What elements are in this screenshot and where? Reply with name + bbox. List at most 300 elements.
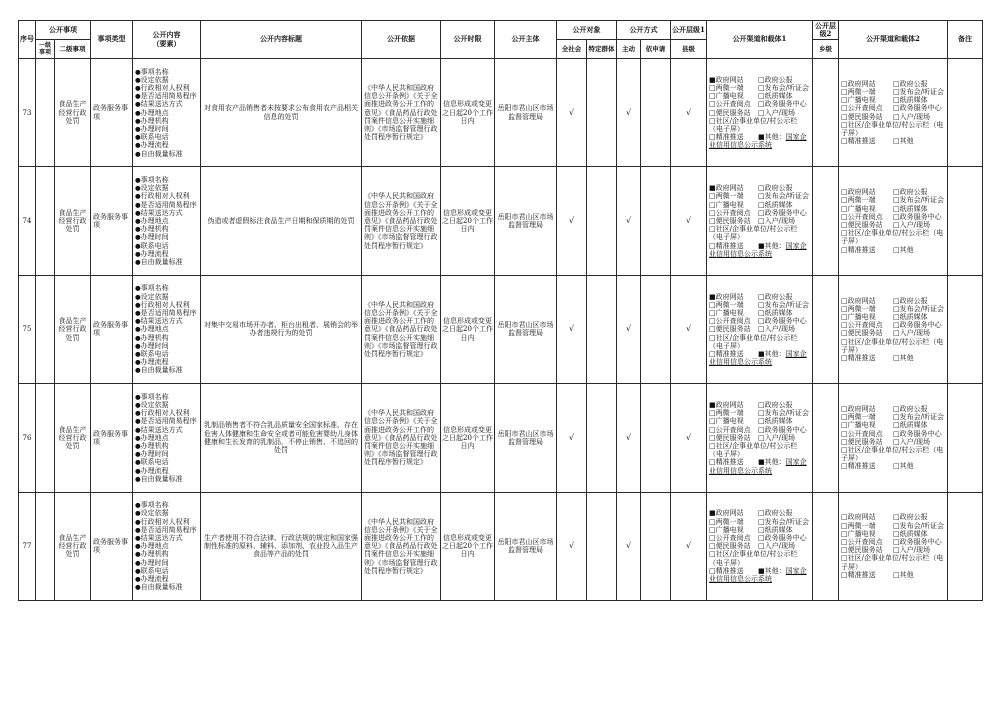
element-label: 办理地点 [140,108,169,117]
on-request-cell [641,384,671,492]
channel-line [709,526,810,534]
channel-label: 其他 [899,570,914,579]
all-society-cell [557,492,587,600]
element-label: 联系电话 [140,133,169,142]
checkbox-unchecked-icon: □ [841,546,848,555]
checkbox-unchecked-icon: □ [758,533,765,542]
channel-label: 两微一端 [847,304,876,313]
element-item [135,201,198,209]
element-label: 结果送达方式 [140,425,183,434]
channel-item [709,550,797,566]
channel-label: 发布会/听证会 [899,413,944,422]
channel-line [841,530,945,538]
checkbox-unchecked-icon: □ [841,554,848,563]
checkbox-unchecked-icon: □ [841,321,848,330]
specific-group-cell [587,384,617,492]
basis-cell: 《中华人民共和国政府信息公开条例》《关于全面推进政务公开工作的意见》《食品药品行政处罚案件信息公开实施细则》《市场监督管理行政处罚程序暂行规定》 [362,492,441,600]
channel-label: 纸质媒体 [764,200,793,209]
channel-item [709,401,758,409]
checkbox-unchecked-icon: □ [893,546,900,555]
element-item [135,393,198,401]
basis-cell: 《中华人民共和国政府信息公开条例》《关于全面推进政务公开工作的意见》《食品药品行政处罚案件信息公开实施细则》《市场监督管理行政处罚程序暂行规定》 [362,59,441,167]
channel-line [709,458,810,474]
channel-line [841,121,945,137]
channel-label: 精准推送 [847,570,876,579]
county-cell [671,492,707,600]
checkbox-unchecked-icon: □ [758,92,765,101]
channel-label: 两微一端 [715,409,744,418]
channel-item [709,526,758,534]
element-item [135,442,198,450]
channel-label: 公开查阅点 [847,429,883,438]
channel-label: 政府网站 [715,400,744,409]
checkbox-unchecked-icon: □ [709,133,716,142]
checkbox-unchecked-icon: □ [758,542,765,551]
checkbox-unchecked-icon: □ [709,409,716,418]
channel-item [893,438,930,446]
header-basis: 公开依据 [362,21,441,59]
bullet-icon: ● [135,341,141,350]
element-label: 自由裁量标准 [140,583,183,592]
header-channels-1: 公开渠道和载体1 [707,21,813,59]
channel-label: 入户/现场 [764,216,795,225]
bullet-icon: ● [135,249,141,258]
channel-label: 社区/企事业单位/村公示栏（电子屏） [709,550,798,567]
channel-line [709,350,810,366]
checkbox-unchecked-icon: □ [893,437,900,446]
header-level-group-2: 公开层级2 [813,21,839,40]
bullet-icon: ● [135,517,141,526]
channel-line [709,301,810,309]
element-label: 联系电话 [140,241,169,250]
element-label: 办理地点 [140,325,169,334]
channel-item [841,462,893,470]
channel-label: 入户/现场 [764,325,795,334]
channel-label: 发布会/听证会 [764,300,809,309]
level2-cell: 食品生产经营行政处罚 [55,59,91,167]
channel-item [758,542,795,550]
checkbox-unchecked-icon: □ [893,137,900,146]
checkbox-unchecked-icon: □ [758,75,765,84]
element-label: 事项名称 [140,284,169,293]
bullet-icon: ● [135,116,141,125]
channel-line [841,80,945,88]
checkbox-unchecked-icon: □ [893,513,900,522]
specific-group-cell [587,59,617,167]
bullet-icon: ● [135,558,141,567]
header-method-group: 公开方式 [617,21,671,40]
element-item [135,426,198,434]
channel-label: 两微一端 [715,517,744,526]
checkbox-unchecked-icon: □ [841,245,848,254]
channel-label: 便民服务站 [847,329,883,338]
active-cell [617,384,641,492]
checkbox-unchecked-icon: □ [758,517,765,526]
channel-label: 政务服务中心 [899,212,942,221]
channel-line [709,192,810,200]
channel-label: 入户/现场 [899,112,930,121]
channel-item [709,109,758,117]
content-title-cell: 生产者使用不符合法律、行政法规的规定和国家强制性标准的原料、辅料、添加剂、农业投入品生产食品等产品的处罚 [201,492,362,600]
header-on-request: 依申请 [641,40,671,59]
bullet-icon: ● [135,284,141,293]
specific-group-cell [587,167,617,275]
element-label: 自由裁量标准 [140,149,183,158]
channels2-cell [839,167,948,275]
table-body [19,59,983,601]
channel-line [841,462,945,470]
checkbox-checked-icon: ■ [758,241,765,250]
checkbox-unchecked-icon: □ [893,88,900,97]
checkbox-unchecked-icon: □ [893,538,900,547]
checkbox-unchecked-icon: □ [841,462,848,471]
channel-label: 便民服务站 [847,546,883,555]
time-limit-cell: 信息形成或变更之日起20个工作日内 [441,59,495,167]
channel-label: 精准推送 [847,245,876,254]
all-society-cell [557,275,587,383]
channel-item [758,192,809,200]
element-item [135,100,198,108]
checkbox-unchecked-icon: □ [893,96,900,105]
channel-item [841,196,893,204]
subject-cell: 岳阳市君山区市场监督管理局 [495,275,557,383]
check-mark-icon: √ [685,215,692,225]
checkbox-unchecked-icon: □ [893,188,900,197]
content-elements-cell [133,275,201,383]
bullet-icon: ● [135,67,141,76]
element-item [135,84,198,92]
channel-label: 政府公报 [764,75,793,84]
element-item [135,293,198,301]
element-label: 办理机构 [140,225,169,234]
element-item [135,550,198,558]
channel-label: 纸质媒体 [764,308,793,317]
channel-label: 政府公报 [899,188,928,197]
checkbox-unchecked-icon: □ [758,100,765,109]
channel-label: 便民服务站 [847,221,883,230]
item-type-cell: 政务服务事项 [91,59,133,167]
channel-item [758,209,807,217]
checkbox-unchecked-icon: □ [841,421,848,430]
checkbox-unchecked-icon: □ [893,421,900,430]
channel-item [841,438,893,446]
checkbox-unchecked-icon: □ [893,212,900,221]
bullet-icon: ● [135,392,141,401]
checkbox-unchecked-icon: □ [841,120,848,129]
channel-item [893,137,914,145]
checkbox-unchecked-icon: □ [758,300,765,309]
element-item [135,583,198,591]
header-active: 主动 [617,40,641,59]
on-request-cell [641,492,671,600]
bullet-icon: ● [135,501,141,510]
check-mark-icon: √ [568,432,575,442]
checkbox-unchecked-icon: □ [758,108,765,117]
element-item [135,366,198,374]
channel-line [841,338,945,354]
channels1-cell [707,59,813,167]
element-label: 办理流程 [140,574,169,583]
checkbox-unchecked-icon: □ [841,188,848,197]
checkbox-unchecked-icon: □ [758,317,765,326]
specific-group-cell [587,275,617,383]
bullet-icon: ● [135,75,141,84]
element-label: 设定依据 [140,75,169,84]
content-title-cell: 对食用农产品销售者未按要求公布食用农产品相关信息的处罚 [201,59,362,167]
element-label: 联系电话 [140,349,169,358]
element-item [135,325,198,333]
checkbox-unchecked-icon: □ [893,429,900,438]
checkbox-unchecked-icon: □ [841,413,848,422]
channel-label: 社区/企事业单位/村公示栏（电子屏） [709,441,798,459]
checkbox-checked-icon: ■ [758,458,765,467]
element-label: 行政相对人权利 [140,409,190,418]
channel-item [893,462,914,470]
checkbox-unchecked-icon: □ [893,521,900,530]
channels2-cell [839,492,948,600]
channel-item [709,84,758,92]
checkbox-unchecked-icon: □ [841,313,848,322]
channel-item [893,405,928,413]
remarks-cell [948,492,983,600]
channel-label: 政府网站 [847,296,876,305]
channel-label: 社区/企事业单位/村公示栏（电子屏） [841,337,944,354]
channel-item [709,334,797,350]
element-item [135,192,198,200]
channel-label: 便民服务站 [715,216,751,225]
checkbox-unchecked-icon: □ [709,349,716,358]
bullet-icon: ● [135,216,141,225]
bullet-icon: ● [135,149,141,158]
element-label: 联系电话 [140,566,169,575]
bullet-icon: ● [135,466,141,475]
checkbox-unchecked-icon: □ [709,192,716,201]
checkbox-unchecked-icon: □ [841,96,848,105]
element-label: 行政相对人权利 [140,192,190,201]
checkbox-unchecked-icon: □ [758,208,765,217]
channel-item [841,571,893,579]
channel-line [709,242,810,258]
check-mark-icon: √ [568,541,575,551]
header-level1: 一级事项 [36,40,55,59]
channel-label: 其他 [899,462,914,471]
channel-label: 政府网站 [715,75,744,84]
element-label: 办理机构 [140,441,169,450]
element-label: 办理流程 [140,466,169,475]
checkbox-unchecked-icon: □ [841,521,848,530]
township-cell [813,167,839,275]
channel-item [709,100,758,108]
channel-item [841,113,893,121]
checkbox-checked-icon: ■ [709,509,716,518]
channel-label: 入户/现场 [899,329,930,338]
table-row [19,384,983,492]
channel-item [709,76,758,84]
channel-label: 广播电视 [847,421,876,430]
seq-cell: 74 [19,167,36,275]
remarks-cell [948,384,983,492]
subject-cell: 岳阳市君山区市场监督管理局 [495,384,557,492]
item-type-cell: 政务服务事项 [91,492,133,600]
channel-note: 国家企业信用信息公示系统 [709,349,807,367]
level2-cell: 食品生产经营行政处罚 [55,384,91,492]
element-item [135,575,198,583]
channel-label: 两微一端 [847,413,876,422]
check-mark-icon: √ [568,107,575,117]
channel-label: 发布会/听证会 [764,409,809,418]
checkbox-unchecked-icon: □ [709,317,716,326]
checkbox-checked-icon: ■ [758,133,765,142]
channel-note: 国家企业信用信息公示系统 [709,458,807,475]
checkbox-unchecked-icon: □ [709,208,716,217]
channel-item [709,217,758,225]
channel-item [709,309,758,317]
header-specific-group: 特定群体 [587,40,617,59]
element-item [135,176,198,184]
bullet-icon: ● [135,184,141,193]
channel-line [709,417,810,425]
content-elements-cell [133,492,201,600]
channel-item [758,426,807,434]
subject-cell: 岳阳市君山区市场监督管理局 [495,492,557,600]
channel-item [841,213,893,221]
element-label: 是否适用简易程序 [140,200,197,209]
channel-label: 入户/现场 [764,542,795,551]
channel-line [709,550,810,566]
channel-line [709,509,810,517]
element-label: 办理时间 [140,450,169,459]
channel-item [841,205,893,213]
channel-item [841,229,943,245]
element-label: 设定依据 [140,400,169,409]
element-item [135,68,198,76]
checkbox-unchecked-icon: □ [893,221,900,230]
channel-item [709,417,758,425]
element-label: 办理机构 [140,116,169,125]
check-mark-icon: √ [685,541,692,551]
header-content-title: 公开内容标题 [201,21,362,59]
element-label: 行政相对人权利 [140,517,190,526]
channel-label: 便民服务站 [847,112,883,121]
channel-item [758,509,793,517]
bullet-icon: ● [135,458,141,467]
channel-line [709,117,810,133]
checkbox-unchecked-icon: □ [841,196,848,205]
bullet-icon: ● [135,566,141,575]
channel-item [841,430,893,438]
channel-item [893,80,928,88]
active-cell [617,492,641,600]
element-label: 办理地点 [140,216,169,225]
channel-item [758,417,793,425]
element-item [135,109,198,117]
bullet-icon: ● [135,474,141,483]
channel-line [709,217,810,225]
checkbox-unchecked-icon: □ [709,458,716,467]
checkbox-unchecked-icon: □ [758,83,765,92]
element-item [135,309,198,317]
channel-line [709,309,810,317]
channel-item [841,530,893,538]
channel-line [709,100,810,108]
header-level2: 二级事项 [55,40,91,59]
header-content-elements: 公开内容 （要素） [133,21,201,59]
channel-label: 纸质媒体 [764,92,793,101]
remarks-cell [948,59,983,167]
channel-label: 政务服务中心 [899,104,942,113]
checkbox-unchecked-icon: □ [709,550,716,559]
level1-cell [36,167,55,275]
header-row [19,21,983,40]
channel-line [709,133,810,149]
channel-label: 便民服务站 [847,437,883,446]
seq-cell: 77 [19,492,36,600]
channel-label: 入户/现场 [899,437,930,446]
element-item [135,350,198,358]
element-item [135,117,198,125]
channel-label: 便民服务站 [715,433,751,442]
channel-item [893,205,928,213]
bullet-icon: ● [135,258,141,266]
checkbox-unchecked-icon: □ [709,441,716,450]
channel-label: 公开查阅点 [847,538,883,547]
channel-item [758,309,793,317]
checkbox-unchecked-icon: □ [893,245,900,254]
element-label: 设定依据 [140,509,169,518]
bullet-icon: ● [135,583,141,592]
channel-item [758,534,807,542]
remarks-cell [948,167,983,275]
checkbox-unchecked-icon: □ [758,509,765,518]
channel-item [709,209,758,217]
channel-line [841,522,945,530]
channel-line [709,567,810,583]
checkbox-unchecked-icon: □ [758,292,765,301]
checkbox-unchecked-icon: □ [893,529,900,538]
header-seq: 序号 [19,21,36,59]
level1-cell [36,59,55,167]
element-label: 是否适用简易程序 [140,417,197,426]
channel-label: 政府公报 [899,513,928,522]
checkbox-unchecked-icon: □ [841,229,848,238]
content-elements-cell [133,59,201,167]
seq-cell: 73 [19,59,36,167]
element-label: 行政相对人权利 [140,300,190,309]
channel-label: 社区/企事业单位/村公示栏（电子屏） [841,446,944,463]
channels1-cell [707,167,813,275]
bullet-icon: ● [135,542,141,551]
channel-item [758,201,793,209]
checkbox-unchecked-icon: □ [758,417,765,426]
bullet-icon: ● [135,550,141,559]
channel-item [841,297,893,305]
element-item [135,150,198,158]
checkbox-unchecked-icon: □ [758,409,765,418]
checkbox-checked-icon: ■ [709,184,716,193]
checkbox-unchecked-icon: □ [709,566,716,575]
checkbox-unchecked-icon: □ [893,413,900,422]
channel-item [893,430,942,438]
bullet-icon: ● [135,509,141,518]
channel-item [841,338,943,354]
checkbox-unchecked-icon: □ [709,108,716,117]
channel-label: 政务服务中心 [764,425,807,434]
channel-item [758,109,795,117]
element-item [135,209,198,217]
channel-label: 其他： [764,349,786,358]
township-cell [813,384,839,492]
content-title-cell: 对集中交易市场开办者、柜台出租者、展销会的举办者违规行为的处罚 [201,275,362,383]
